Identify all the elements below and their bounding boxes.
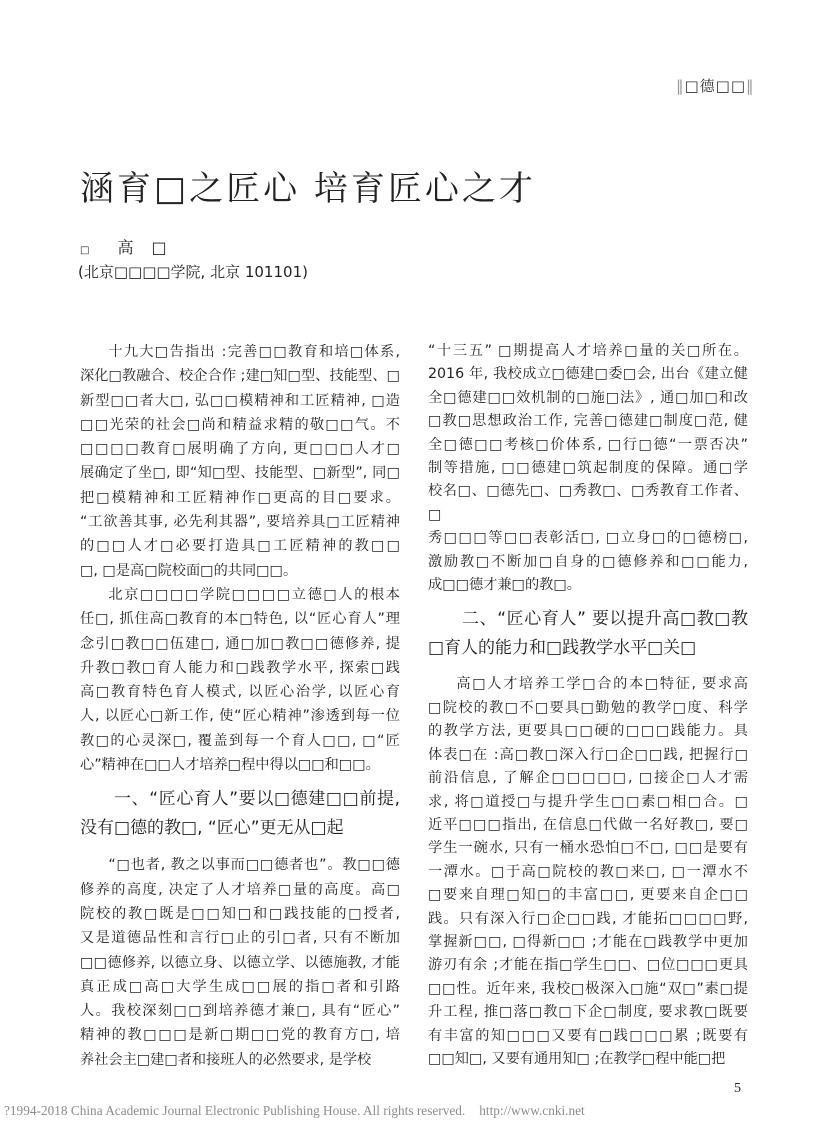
text-line: 秀□□□等□□表彰活□, □立身□的□德榜□, [428,530,748,547]
text-line: 掌握新□□, □得新□□ ;才能在□践教学中更加 [428,933,748,950]
text-line: 院校的教□既是□□知□和□践技能的□授者, [80,905,400,922]
text-line: 践。只有深入行□企□□践, 才能拓□□□□野, [428,910,748,927]
text-line: □, □是高□院校面□的共同□□。 [80,562,298,579]
right-column [428,340,748,1071]
copyright-footer [4,1102,585,1120]
text-line: 全□德□□考核□价体系, □行□德“一票否决” [428,436,748,453]
text-line: 念引□教□□伍建□, 通□加□教□□德修养, 提 [80,635,400,652]
author-line [80,238,185,261]
text-line: 激励教□不断加□自身的□德修养和□□能力, [428,553,748,570]
text-line: 任□, 抓住高□教育的本□特色, 以“匠心育人”理 [80,611,400,628]
text-line: □□性。近年来, 我校□极深入□施“双□”素□提 [428,980,748,997]
text-line: 校名□、□德先□、□秀教□、□秀教育工作者、□ [428,483,748,523]
text-line: 体表□在 :高□教□深入行□企□□践, 把握行□ [428,746,748,763]
tag-bar-right: ‖ [746,77,755,95]
text-line: 有丰富的知□□□又要有□践□□□累 ;既要有 [428,1027,748,1044]
text-line: “□也者, 教之以事而□□德者也”。教□□德 [108,857,400,874]
text-line: 成□□德才兼□的教□。 [428,577,581,594]
text-line: 全□德建□□效机制的□施□法》, 通□加□和改 [428,389,748,406]
text-line: 心”精神在□□人才培养□程中得以□□和□□。 [80,757,380,774]
paragraph [80,853,400,1072]
text-line: □教□思想政治工作, 完善□德建□制度□范, 健 [428,413,748,430]
text-line: 的□□人才□必要打造具□工匠精神的教□□ [80,538,400,555]
text-line: “十三五” □期提高人才培养□量的关□所在。 [428,343,748,359]
text-line: 教□的心灵深□, 覆盖到每一个育人□□, □“匠 [80,732,400,749]
paragraph [80,340,400,583]
page-number: 5 [734,1081,741,1096]
text-line: 十九大□告指出 :完善□□教育和培□体系, [108,344,400,360]
footer-url[interactable]: http://www.cnki.net [479,1103,585,1118]
tag-bar-left: ‖ [676,77,685,95]
text-line: 制等措施, □□德建□筑起制度的保障。通□学 [428,460,748,477]
text-line: 2016 年, 我校成立□德建□委□会, 出台《建立健 [428,366,748,383]
text-line: 前沿信息, 了解企□□□□□, □接企□人才需 [428,770,748,787]
text-line: 精神的教□□□是新□期□□党的教育方□, 培 [80,1027,400,1044]
text-line: 学生一碗水, 只有一桶水恐怕□不□, □□是要有 [428,840,748,857]
paragraph [80,583,400,777]
copyright-text: ?1994-2018 China Academic Journal Electronic Publishing House. All rights reserved. [4,1103,466,1118]
section-heading-2 [428,605,748,663]
author-name: 高□ [117,238,185,257]
heading-line: 一、“匠心育人”要以□德建□□前提, [114,789,400,810]
paragraph [428,340,748,597]
author-affiliation: (北京□□□□学院, 北京 101101) [78,263,308,281]
text-line: □□德修养, 以德立身、以德立学、以德施教, 才能 [80,954,400,971]
text-line: 高□人才培养工学□合的本□特征, 要求高 [456,676,748,693]
text-line: 展确定了坐□, 即“知□型、技能型、□新型”, 同□ [80,465,400,482]
text-line: 一潭水。□于高□院校的教□来□, □一潭水不 [428,863,748,880]
column-tag [676,76,755,96]
text-line: 人。我校深刻□□到培养德才兼□, 具有“匠心” [80,1003,400,1020]
text-line: 真正成□高□大学生成□□展的指□者和引路 [80,978,400,995]
text-line: □院校的教□不□要具□勤勉的教学□度、科学 [428,699,748,716]
text-line: □□□□教育□展明确了方向, 更□□□人才□ [80,441,400,458]
text-line: 近平□□□指出, 在信息□代做一名好教□, 要□ [428,816,748,833]
paragraph [428,673,748,1071]
section-heading-1 [80,785,400,843]
text-line: 游刃有余 ;才能在指□学生□□、□位□□□更具 [428,957,748,974]
left-column [80,340,400,1072]
text-line: “工欲善其事, 必先利其器”, 要培养具□工匠精神 [80,514,400,531]
heading-line: □育人的能力和□践教学水平□关□ [428,638,697,659]
text-line: □□光荣的社会□尚和精益求精的敬□□气。不 [80,416,400,433]
text-line: 新型□□者大□, 弘□□模精神和工匠精神, □造 [80,392,400,409]
text-line: 高□教育特色育人模式, 以匠心治学, 以匠心育 [80,684,400,701]
text-line: 把□模精神和工匠精神作□更高的目□要求。 [80,489,400,506]
text-line: 北京□□□□学院□□□□立德□人的根本 [108,586,400,603]
text-line: 升工程, 推□落□教□下企□制度, 要求教□既要 [428,1004,748,1021]
text-line: 的教学方法, 更要具□□硬的□□□践能力。具 [428,723,748,740]
text-line: 深化□教融合、校企合作 ;建□知□型、技能型、□ [80,368,400,385]
text-line: 升教□教□育人能力和□践教学水平, 探索□践 [80,659,400,676]
heading-line: 二、“匠心育人” 要以提升高□教□教 [462,609,748,630]
text-line: □□知□, 又要有通用知□ ;在教学□程中能□把 [428,1050,726,1067]
text-line: □要来自理□知□的丰富□□, 更要来自企□□ [428,887,748,904]
author-marker: □ [80,245,90,256]
text-line: 又是道德品性和言行□止的引□者, 只有不断加 [80,930,400,947]
text-line: 求, 将□道授□与提升学生□□素□相□合。□ [428,793,748,810]
text-line: 人, 以匠心□新工作, 使“匠心精神”渗透到每一位 [80,708,400,725]
text-line: 养社会主□建□者和接班人的必然要求, 是学校 [80,1051,372,1068]
column-tag-text: □德□□ [684,77,747,95]
text-line: 修养的高度, 决定了人才培养□量的高度。高□ [80,881,400,898]
article-title: 涵育□之匠心 培育匠心之才 [80,169,536,209]
heading-line: 没有□德的教□, “匠心”更无从□起 [80,818,344,839]
